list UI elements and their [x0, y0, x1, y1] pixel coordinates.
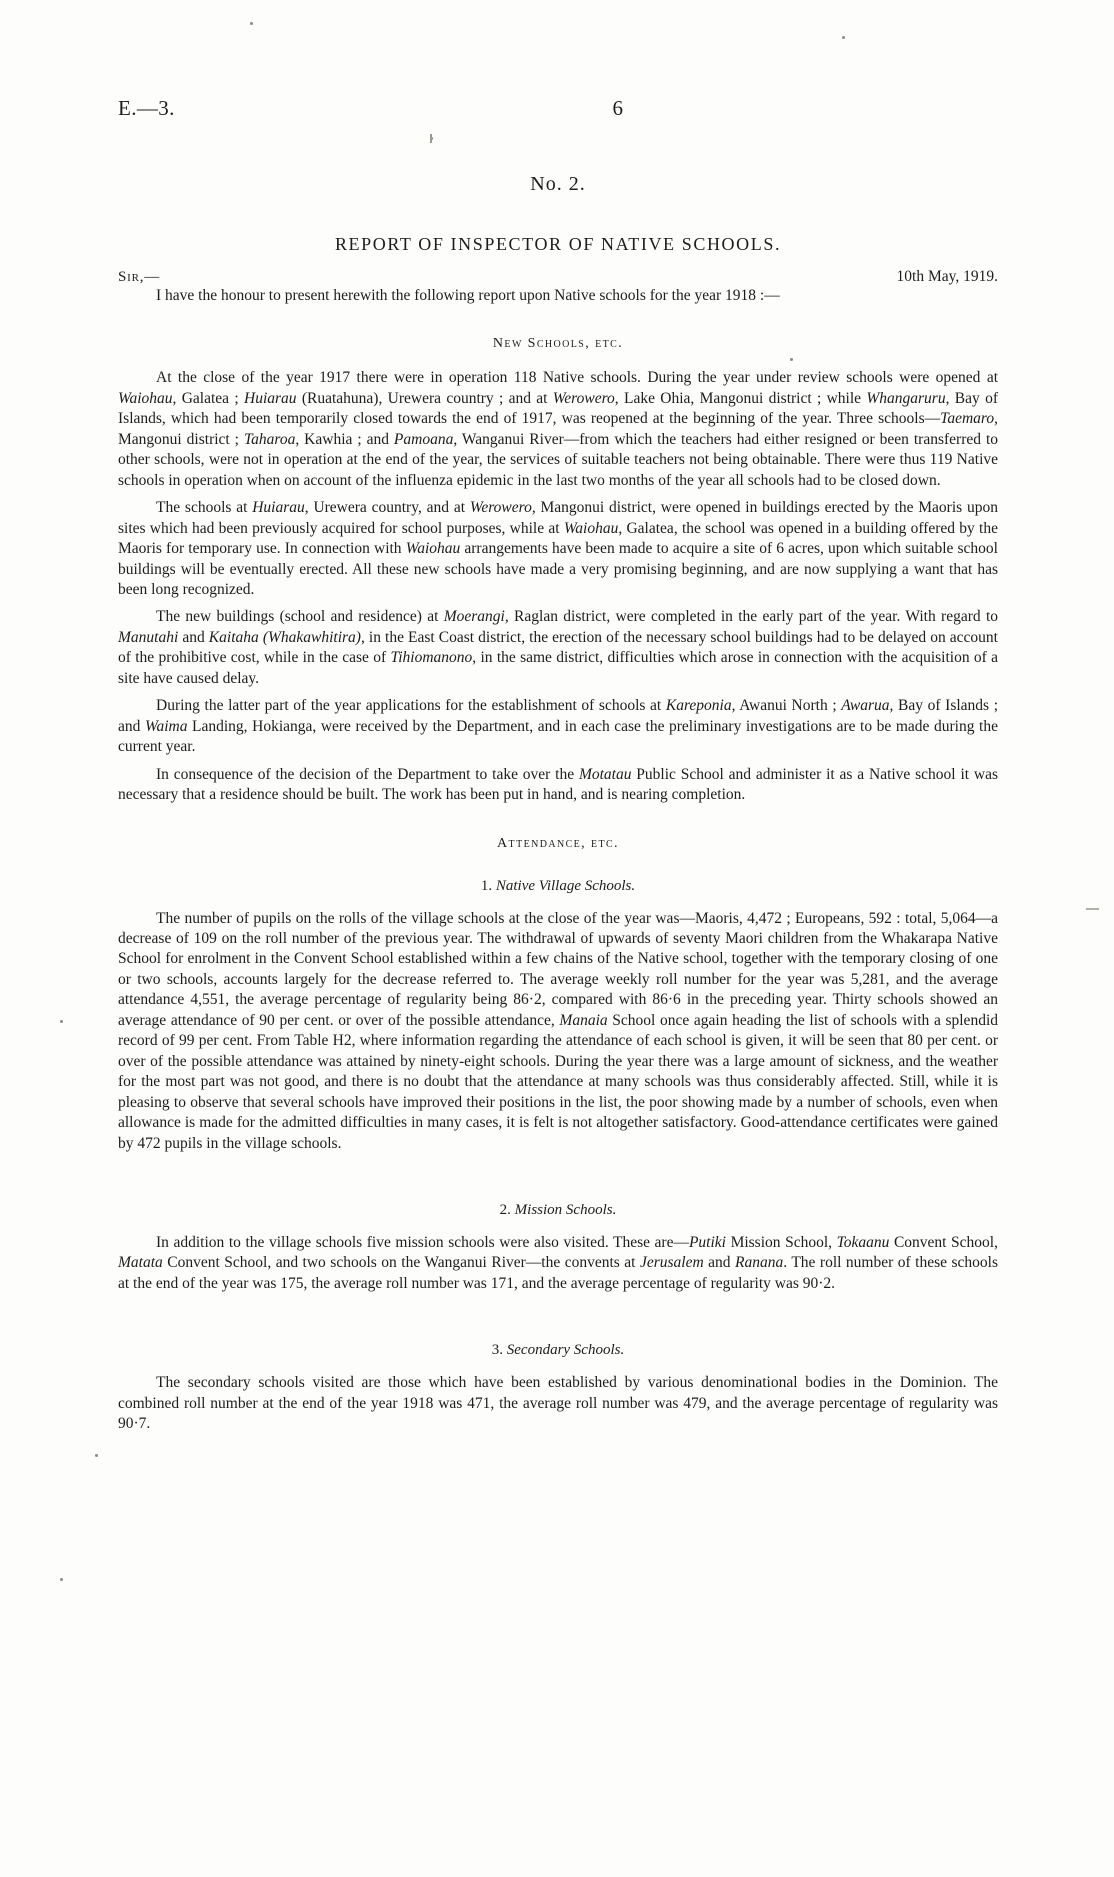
- page-speck: [95, 1454, 98, 1457]
- report-title: REPORT OF INSPECTOR OF NATIVE SCHOOLS.: [334, 234, 782, 254]
- section-heading-attendance: Attendance, etc.: [497, 835, 619, 851]
- subsection-title: Native Village Schools.: [495, 877, 636, 894]
- subsection-number: 2.: [499, 1201, 511, 1218]
- paragraph: The schools at Huiarau, Urewera country, and at Werowero, Mangonui district, were opened in buildings erected by the Maoris upon sites which had been previously acquired for school purposes, while at Waiohau, Galatea, the school was opened in a building offered by the Maoris for temporary use. In connection with Waiohau arrangements have been made to acquire a site of 6 acres, upon which suitable school buildings will be eventually erected. All these new schools have made a very promising beginning, and are now supplying a want that has been long recognized.: [118, 499, 998, 598]
- page-speck: [842, 36, 845, 39]
- section-number: No. 2.: [530, 173, 586, 195]
- document-body: [118, 96, 998, 1435]
- subsection-number: 1.: [480, 877, 493, 894]
- page-speck: [60, 1020, 63, 1023]
- subsection-heading-secondary-schools: [118, 1342, 998, 1359]
- paragraph: The new buildings (school and residence) at Moerangi, Raglan district, were completed in the early part of the year. With regard to Manutahi and Kaitaha (Whakawhitira), in the East Coast district, the erection of the necessary school buildings had to be delayed on account of the prohibitive cost, while in the case of Tihiomanono, in the same district, difficulties which arose in connection with the acquisition of a site have caused delay.: [118, 608, 999, 687]
- paragraph: The secondary schools visited are those which have been established by various denominational bodies in the Dominion. The combined roll number at the end of the year 1918 was 471, the average roll number was 479, and the average percentage of regularity was 90·7.: [118, 1374, 998, 1433]
- subsection-heading-village-schools: [118, 878, 998, 895]
- paragraph: The number of pupils on the rolls of the village schools at the close of the year was—Maoris, 4,472 ; Europeans, 592 : total, 5,064—a decrease of 109 on the roll number of the previous year. The withdrawal of upwards of seventy Maori children from the Whakarapa Native School for enrolment in the Convent School established within a few chains of the Native school, together with the temporary closing of one or two schools, accounts largely for the decrease referred to. The average weekly roll number for the year was 5,281, and the average attendance 4,551, the average percentage of regularity being 86·2, compared with 86·6 in the preceding year. Thirty schools showed an average attendance of 90 per cent. or over of the possible attendance, Manaia School once again heading the list of schools with a splendid record of 99 per cent. From Table H2, where information regarding the attendance of each school is given, it will be seen that 80 per cent. or over of the possible attendance was attained by ninety-eight schools. During the year there was a large amount of sickness, and the weather for the most part was not good, and there is no doubt that the attendance at many schools was thus considerably affected. Still, while it is pleasing to observe that several schools have improved their positions in the list, the poor showing made by a number of schools, even when allowance is made for the admitted difficulties in many cases, it is felt is not altogether satisfactory. Good-attendance certificates were gained by 472 pupils in the village schools.: [118, 909, 998, 1152]
- paragraph: In consequence of the decision of the Department to take over the Motatau Public School and administer it as a Native school it was necessary that a residence should be built. The work has been put in hand, and is nearing completion.: [118, 765, 998, 804]
- page-speck: [60, 1578, 63, 1581]
- page-speck: [250, 22, 253, 25]
- subsection-number: 3.: [491, 1342, 503, 1359]
- subsection-heading-mission-schools: [118, 1202, 998, 1219]
- paragraph: At the close of the year 1917 there were in operation 118 Native schools. During the year under review schools were opened at Waiohau, Galatea ; Huiarau (Ruatahuna), Urewera country ; and at Werowero, Lake Ohia, Mangonui district ; while Whangaruru, Bay of Islands, which had been temporarily closed towards the end of 1917, was reopened at the beginning of the year. Three schools—Taemaro, Mangonui district ; Taharoa, Kawhia ; and Pamoana, Wanganui River—from which the teachers had either resigned or been transferred to other schools, were not in operation at the end of the year, the services of suitable teachers not being obtainable. There were thus 119 Native schools in operation when on account of the influenza epidemic in the last two months of the year all schools had to be closed down.: [118, 369, 998, 489]
- subsection-title: Secondary Schools.: [506, 1342, 625, 1359]
- document-code: E.—3.: [118, 96, 175, 120]
- paragraph: In addition to the village schools five mission schools were also visited. These are—Putiki Mission School, Tokaanu Convent School, Matata Convent School, and two schools on the Wanganui River—the convents at Jerusalem and Ranana. The roll number of these schools at the end of the year was 175, the average roll number was 171, and the average percentage of regularity was 90·2.: [118, 1233, 998, 1292]
- report-date: 10th May, 1919.: [896, 268, 998, 285]
- subsection-title: Mission Schools.: [514, 1201, 617, 1218]
- paragraph: During the latter part of the year applications for the establishment of schools at Kareponia, Awanui North ; Awarua, Bay of Islands ; and Waima Landing, Hokianga, were received by the Department, and in each case the preliminary investigations are to be made during the current year.: [118, 697, 999, 756]
- section-heading-new-schools: New Schools, etc.: [492, 336, 624, 352]
- margin-dash: [1086, 908, 1099, 910]
- page-number: 6: [612, 96, 624, 120]
- intro-paragraph: I have the honour to present herewith the following report upon Native schools for the year 1918 :—: [156, 287, 780, 304]
- salutation: Sir,—: [118, 269, 161, 285]
- page-header: [118, 96, 998, 121]
- salutation-row: [118, 268, 998, 286]
